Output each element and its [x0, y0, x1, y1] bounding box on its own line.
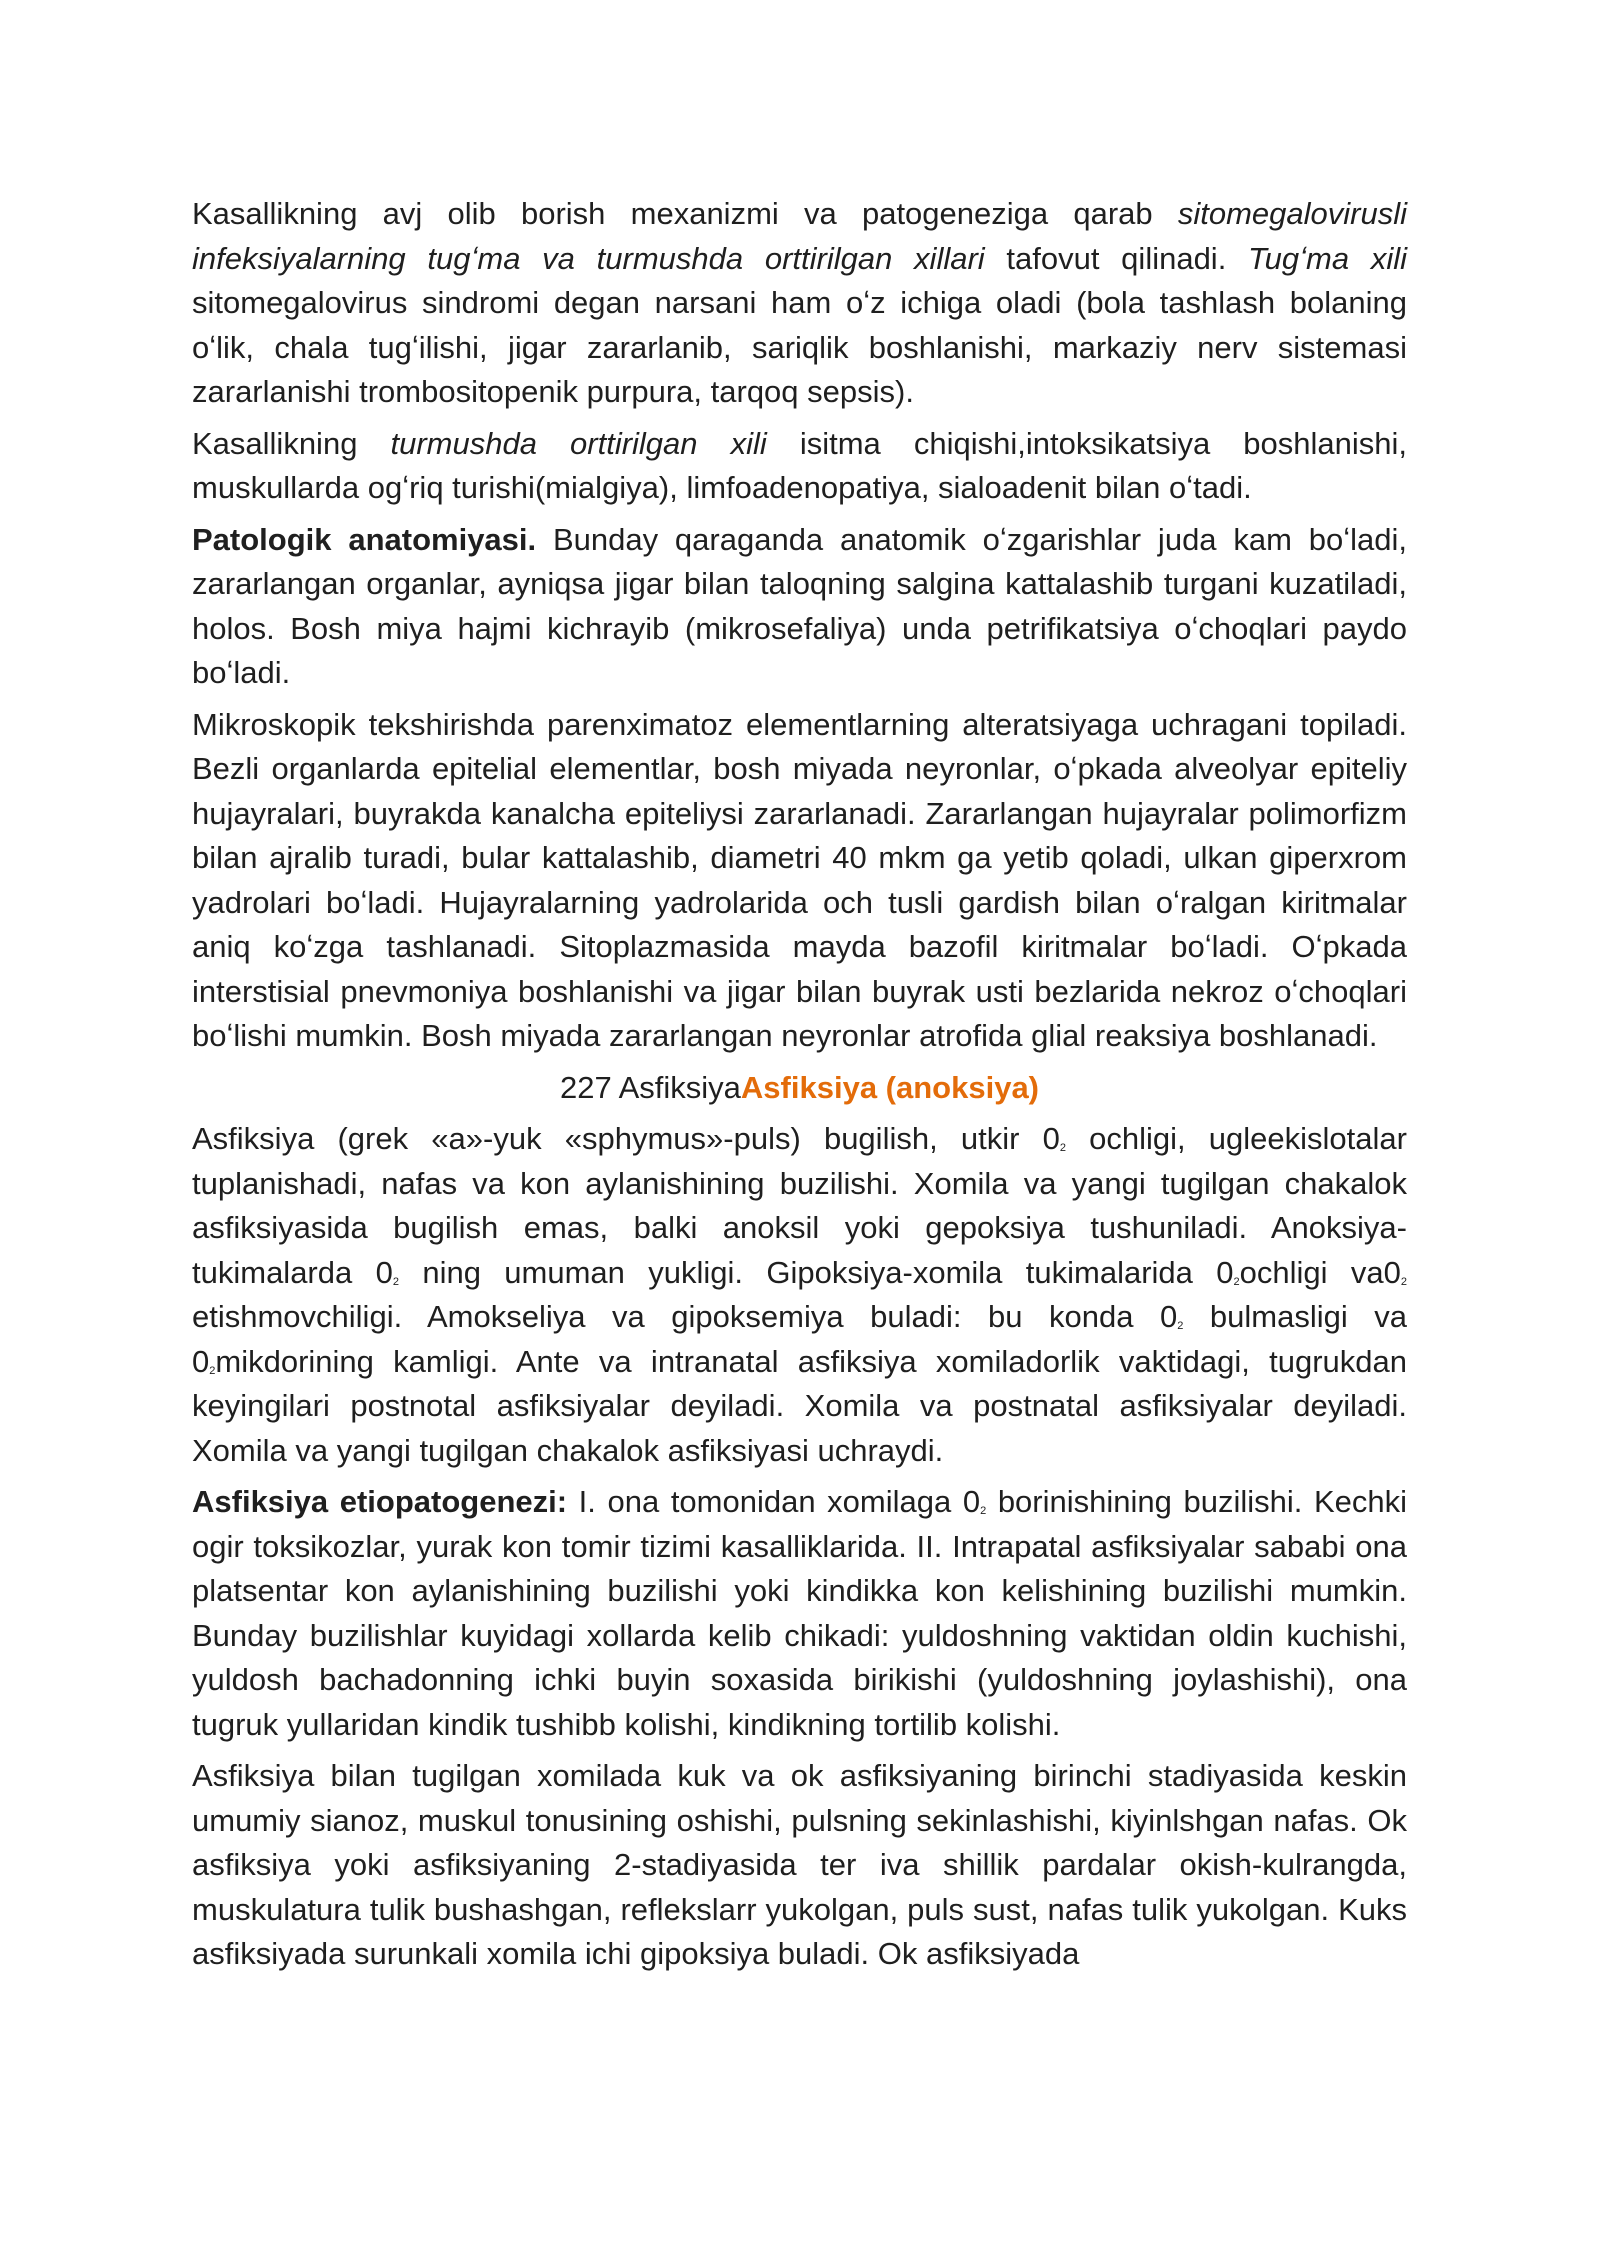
- text-run: etishmovchiligi. Amokseliya va gipoksemiya buladi: bu konda 0: [192, 1299, 1178, 1334]
- document-page: [192, 192, 1407, 1984]
- text-run: ochligi, ugleekislotalar tuplanishadi, nafas va kon aylanishining buzilishi. Xomila va yangi tugilgan chakalok asfiksiyasida bugilish emas, balki anoksil yoki gepoksiya tushuniladi. Anoksiya-tukimalarda 0: [192, 1121, 1407, 1290]
- text-run: ning umuman yukligi. Gipoksiya-xomila tukimalarida 0: [398, 1254, 1234, 1290]
- italic-term: sitomegalovirusli infeksiyalarning tugʻma va turmushda orttirilgan xillari: [192, 196, 1407, 276]
- text-run: I. ona tomonidan xomilaga 0: [567, 1484, 981, 1519]
- section-heading: [192, 1066, 1407, 1111]
- italic-term: turmushda orttirilgan xili: [390, 425, 767, 461]
- subscript: 2: [392, 1275, 399, 1288]
- paragraph-asphyxia-definition: [192, 1117, 1407, 1473]
- text-run: Kasallikning avj olib borish mexanizmi va patogeneziga qarab: [192, 196, 1178, 231]
- text-run: Asfiksiya bilan tugilgan xomilada kuk va ok asfiksiyaning birinchi stadiyasida keskin umumiy sianoz, muskul tonusining oshishi, pulsning sekinlashishi, kiyinlshgan nafas. Ok asfiksiya yoki asfiksiyaning 2-stadiyasida ter iva shillik pardalar okish-kulrangda, muskulatura tulik bushashgan, reflekslarr yukolgan, puls sust, nafas tulik yukolgan. Kuks asfiksiyada surunkali xomila ichi gipoksiya buladi. Ok asfiksiyada: [192, 1758, 1407, 1971]
- paragraph-pathological-anatomy: [192, 518, 1407, 696]
- text-run: bulmasligi va 0: [192, 1299, 1407, 1379]
- paragraph-clinical-stages: [192, 1754, 1407, 1977]
- text-run: tafovut qilinadi.: [984, 240, 1249, 276]
- subscript: 2: [1059, 1142, 1066, 1154]
- heading-accent: Asfiksiya (anoksiya): [740, 1069, 1040, 1105]
- paragraph-acquired-form: [192, 422, 1407, 511]
- text-run: borinishining buzilishi. Kechki ogir toksikozlar, yurak kon tomir tizimi kasalliklarida. II. Intrapatal asfiksiyalar sababi ona platsentar kon aylanishining buzilishi yoki kindikka kon kelishining buzilishi mumkin. Bunday buzilishlar kuyidagi xollarda kelib chikadi: yuldoshning vaktidan oldin kuchishi, yuldosh bachadonning ichki buyin soxasida birikishi (yuldoshning joylashishi), ona tugruk yullaridan kindik tushibb kolishi, kindikning tortilib kolishi.: [192, 1484, 1407, 1742]
- subscript: 2: [980, 1505, 987, 1517]
- text-run: ochligi va0: [1239, 1254, 1401, 1290]
- text-run: sitomegalovirus sindromi degan narsani ham oʻz ichiga oladi (bola tashlash bolaning oʻlik, chala tugʻilishi, jigar zararlanib, sariqlik boshlanishi, markaziy nerv sistemasi zararlanishi trombositopenik purpura, tarqoq sepsis).: [192, 285, 1407, 409]
- text-run: Bunday qaraganda anatomik oʻzgarishlar juda kam boʻladi, zararlangan organlar, ayniqsa jigar bilan taloqning salgina kattalashib turgani kuzatiladi, holos. Bosh miya hajmi kichrayib (mikrosefaliya) unda petrifikatsiya oʻchoqlari paydo boʻladi.: [192, 521, 1407, 690]
- subscript: 2: [209, 1364, 216, 1377]
- paragraph-cmv-forms: [192, 192, 1407, 415]
- paragraph-etiopathogenesis: [192, 1480, 1407, 1747]
- text-run: Kasallikning: [192, 425, 391, 461]
- subscript: 2: [1177, 1320, 1184, 1332]
- bold-subheading: Patologik anatomiyasi.: [192, 521, 537, 557]
- text-run: mikdorining kamligi. Ante va intranatal asfiksiya xomiladorlik vaktidagi, tugrukdan keyingilari postnotal asfiksiyalar deyiladi. Xomila va postnatal asfiksiyalar deyiladi. Xomila va yangi tugilgan chakalok asfiksiyasi uchraydi.: [192, 1343, 1407, 1468]
- text-run: isitma chiqishi,intoksikatsiya boshlanishi, muskullarda ogʻriq turishi(mialgiya), limfoadenopatiya, sialoadenit bilan oʻtadi.: [192, 425, 1407, 505]
- bold-subheading: Asfiksiya etiopatogenezi:: [192, 1484, 568, 1519]
- paragraph-microscopy: [192, 703, 1407, 1059]
- italic-term: Tugʻma xili: [1248, 240, 1408, 276]
- subscript: 2: [1400, 1275, 1407, 1288]
- heading-prefix: 227 Asfiksiya: [559, 1069, 741, 1105]
- subscript: 2: [1233, 1275, 1240, 1288]
- text-run: Asfiksiya (grek «a»-yuk «sphymus»-puls) bugilish, utkir 0: [192, 1121, 1060, 1156]
- text-run: Mikroskopik tekshirishda parenximatoz elementlarning alteratsiyaga uchragani topiladi. Bezli organlarda epitelial elementlar, bosh miyada neyronlar, oʻpkada alveolyar epiteliy hujayralari, buyrakda kanalcha epiteliysi zararlanadi. Zararlangan hujayralar polimorfizm bilan ajralib turadi, bular kattalashib, diametri 40 mkm ga yetib qoladi, ulkan giperxrom yadrolari boʻladi. Hujayralarning yadrolarida och tusli gardish bilan oʻralgan kiritmalar aniq koʻzga tashlanadi. Sitoplazmasida mayda bazofil kiritmalar boʻladi. Oʻpkada interstisial pnevmoniya boshlanishi va jigar bilan buyrak usti bezlarida nekroz oʻchoqlari boʻlishi mumkin. Bosh miyada zararlangan neyronlar atrofida glial reaksiya boshlanadi.: [192, 706, 1407, 1053]
